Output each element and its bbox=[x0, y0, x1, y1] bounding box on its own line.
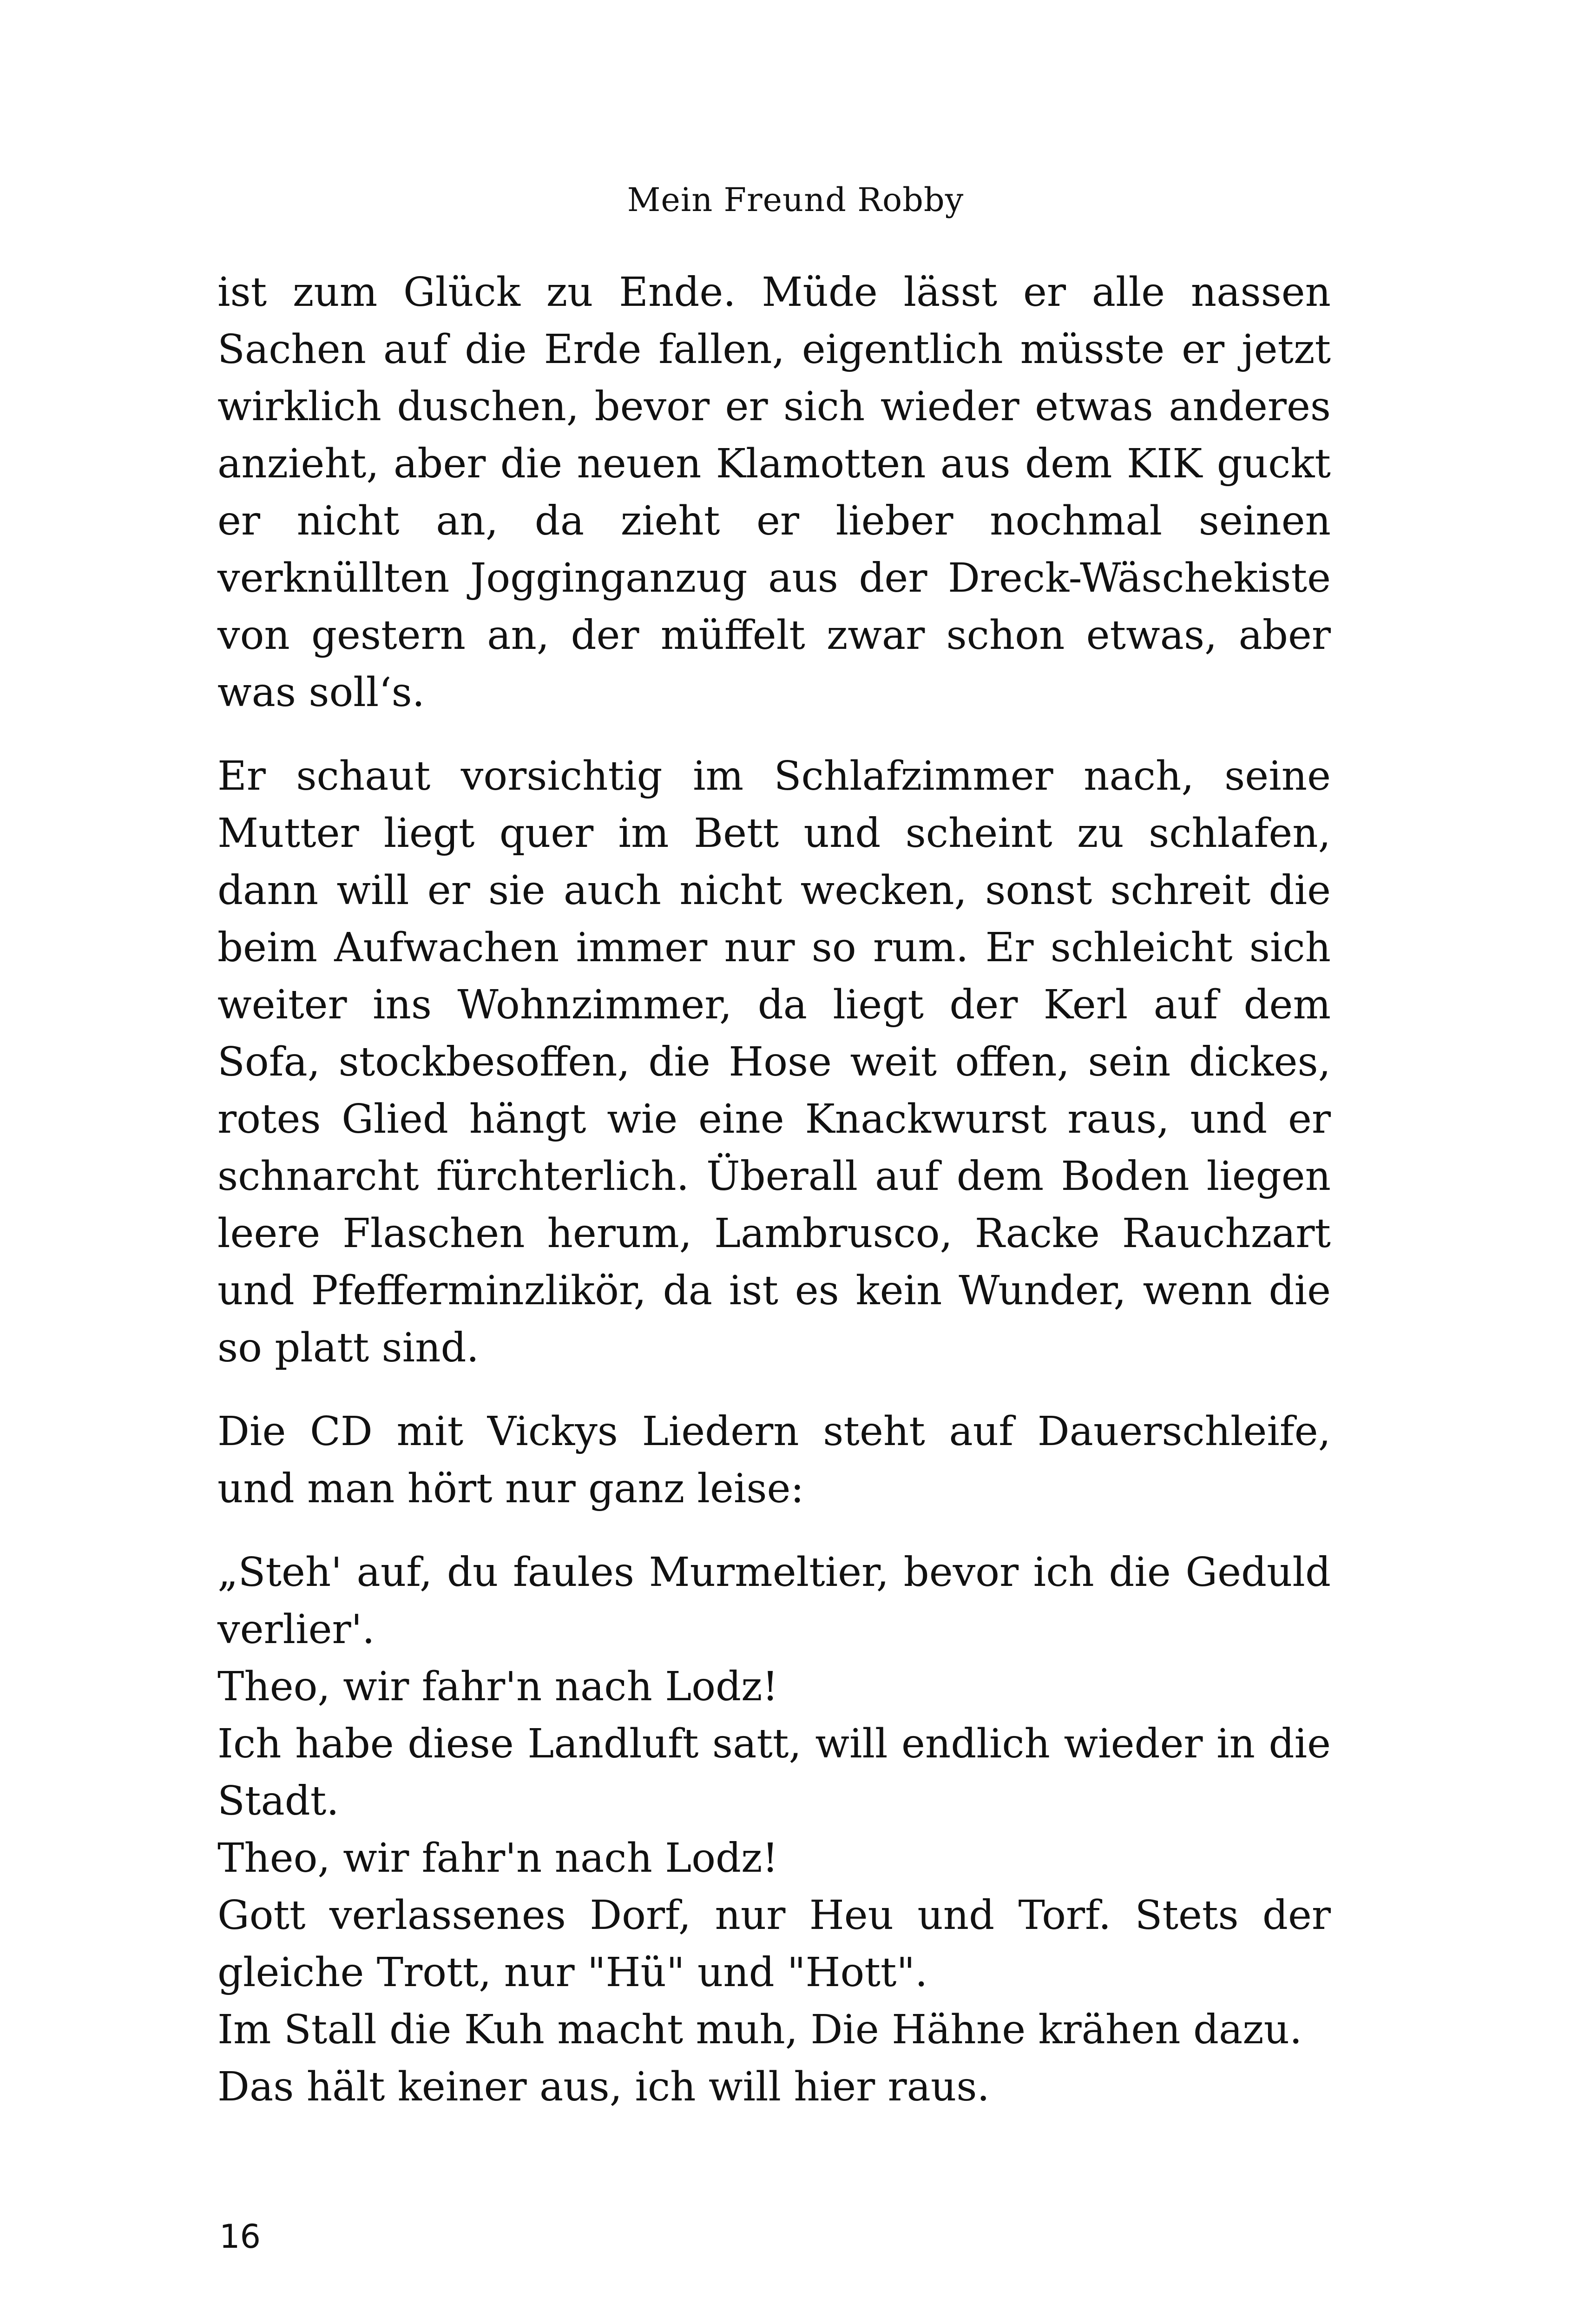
song-line: Ich habe diese Landluft satt, will endlich wieder in die Stadt. bbox=[217, 1721, 1331, 1824]
paragraph: Die CD mit Vickys Liedern steht auf Dauerschleife, und man hört nur ganz leise: bbox=[217, 1408, 1331, 1512]
paragraph: ist zum Glück zu Ende. Müde lässt er alle nassen Sachen auf die Erde fallen, eigentlich müsste er jetzt wirklich duschen, bevor er sich wieder etwas anderes anzieht, aber die neuen Klamotten aus dem KIK guckt er nicht an, da zieht er lieber nochmal seinen verknüllten Jogginganzug aus der Dreck-Wäschekiste von gestern an, der müffelt zwar schon etwas, aber was soll‘s. bbox=[217, 269, 1331, 716]
song-lyrics bbox=[217, 1544, 1331, 2116]
song-line: Gott verlassenes Dorf, nur Heu und Torf. Stets der gleiche Trott, nur "Hü" und "Hott". bbox=[217, 1892, 1331, 1996]
song-line: Theo, wir fahr'n nach Lodz! bbox=[217, 1835, 778, 1882]
song-line: „Steh' auf, du faules Murmeltier, bevor ich die Geduld verlier'. bbox=[217, 1549, 1331, 1653]
song-line: Das hält keiner aus, ich will hier raus. bbox=[217, 2064, 990, 2110]
running-head: Mein Freund Robby bbox=[627, 181, 964, 219]
song-line: Im Stall die Kuh macht muh, Die Hähne krähen dazu. bbox=[217, 2007, 1302, 2053]
paragraph: Er schaut vorsichtig im Schlafzimmer nach, seine Mutter liegt quer im Bett und scheint zu schlafen, dann will er sie auch nicht wecken, sonst schreit die beim Aufwachen immer nur so rum. Er schleicht sich weiter ins Wohnzimmer, da liegt der Kerl auf dem Sofa, stockbesoffen, die Hose weit offen, sein dickes, rotes Glied hängt wie eine Knackwurst raus, und er schnarcht fürchterlich. Überall auf dem Boden liegen leere Flaschen herum, Lambrusco, Racke Rauchzart und Pfefferminzlikör, da ist es kein Wunder, wenn die so platt sind. bbox=[217, 753, 1331, 1371]
song-line: Theo, wir fahr'n nach Lodz! bbox=[217, 1664, 778, 1710]
page-number: 16 bbox=[219, 2218, 261, 2256]
body-text bbox=[217, 264, 1331, 2116]
